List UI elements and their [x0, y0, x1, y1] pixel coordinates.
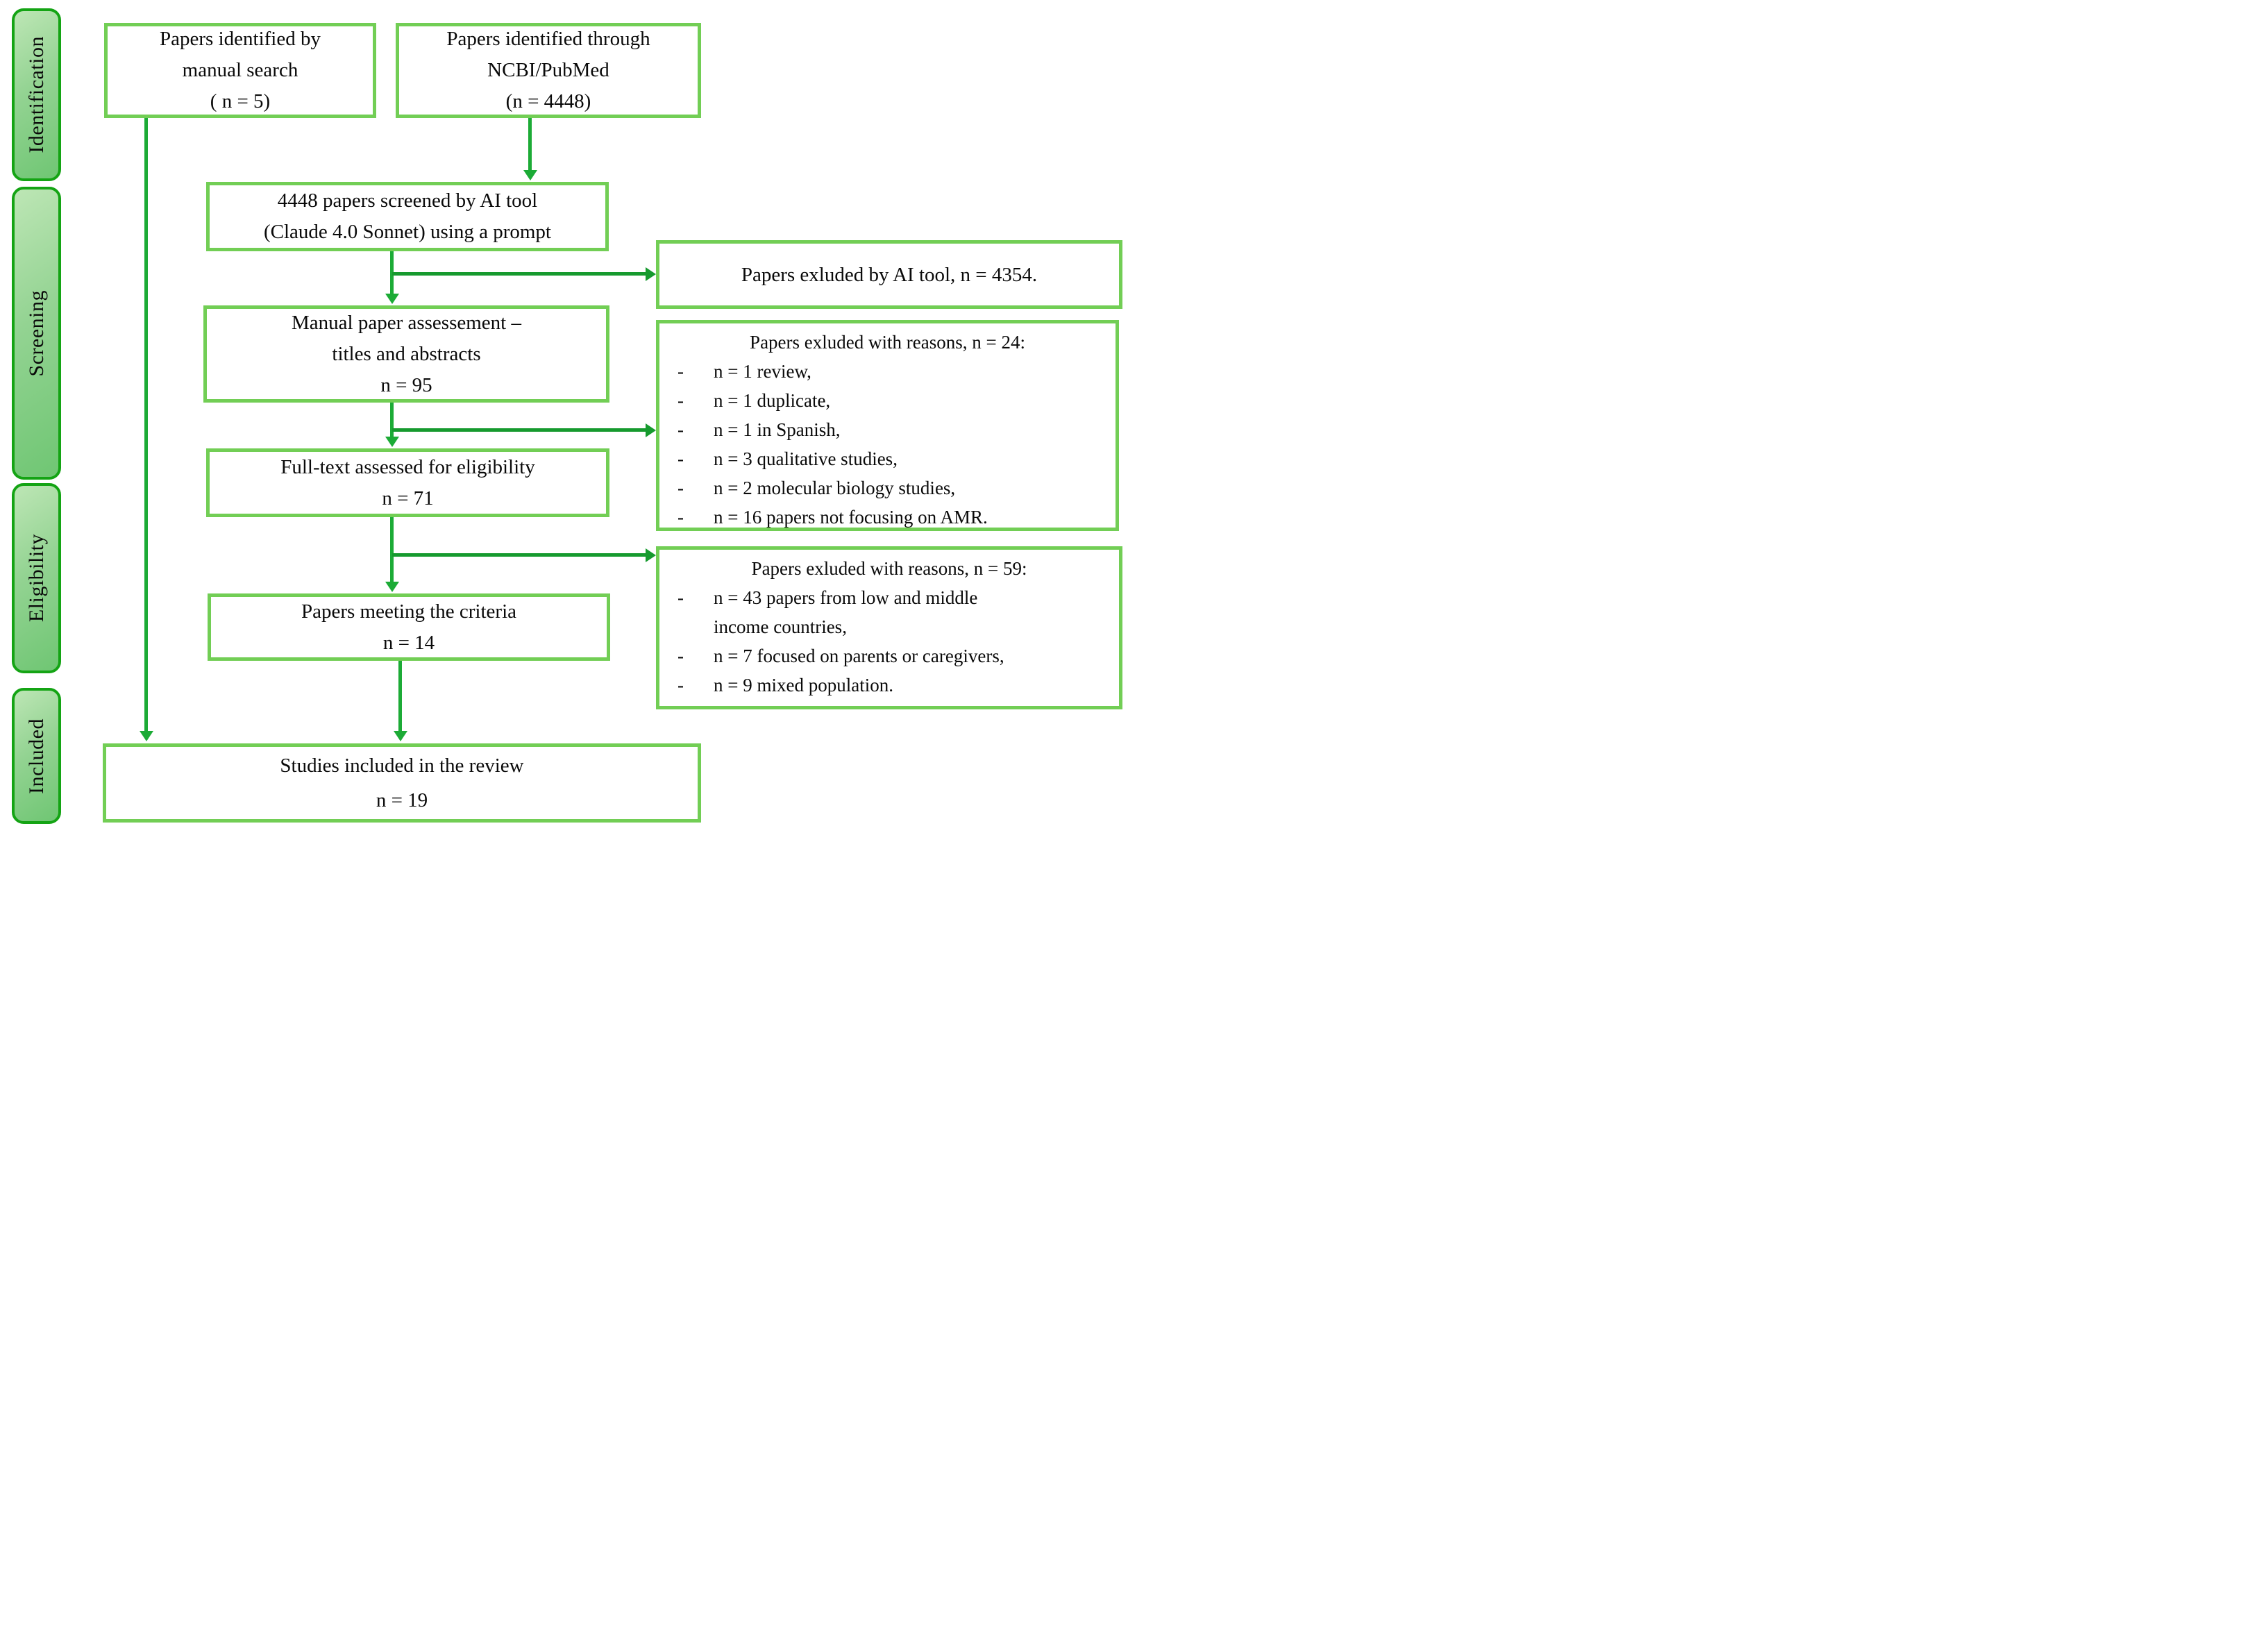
list-item: [677, 444, 1111, 473]
list-item: [677, 503, 1111, 532]
bullet-dash: -: [677, 675, 684, 696]
box-full-text: [206, 448, 609, 517]
box-manual-assessment-line2: titles and abstracts: [332, 342, 481, 365]
arrow-pubmed-to-ai-screening: [528, 118, 532, 170]
list-item: [677, 671, 1115, 700]
bullet-dash: -: [677, 507, 684, 528]
list-item: [677, 386, 1111, 415]
arrowhead-manual-search-to-included: [140, 731, 153, 741]
bullet-dash: -: [677, 646, 684, 666]
bullet-dash: -: [677, 419, 684, 440]
box-excluded-ai-text: Papers exluded by AI tool, n = 4354.: [741, 263, 1038, 286]
list-item: [677, 583, 1115, 641]
arrowhead-to-excluded-reasons-59: [646, 548, 656, 562]
box-pubmed-line2: NCBI/PubMed: [487, 59, 609, 81]
list-item: [677, 357, 1111, 386]
reason-59-item-1-line2: income countries,: [714, 616, 847, 637]
reason-59-item-1-line1: n = 43 papers from low and middle: [714, 587, 978, 608]
branch-to-excluded-reasons-59: [392, 553, 646, 557]
stage-screening: [12, 187, 61, 480]
excluded-reasons-24-list: [659, 357, 1116, 532]
reason-24-item-2: n = 1 duplicate,: [714, 390, 831, 411]
arrowhead-to-excluded-reasons-24: [646, 423, 656, 437]
arrow-full-text-to-criteria: [390, 517, 394, 582]
branch-to-excluded-reasons-24: [392, 428, 646, 432]
box-full-text-line1: Full-text assessed for eligibility: [280, 455, 535, 478]
reason-59-item-1: [714, 583, 1115, 641]
box-excluded-reasons-59: [656, 546, 1122, 709]
bullet-dash: -: [677, 587, 684, 608]
box-manual-assessment-line1: Manual paper assessement –: [292, 311, 521, 334]
list-item: [677, 641, 1115, 671]
box-pubmed-line1: Papers identified through: [446, 28, 650, 50]
stage-identification: [12, 8, 61, 181]
arrowhead-to-excluded-ai: [646, 267, 656, 281]
box-manual-search: [104, 23, 376, 118]
reason-24-item-1: n = 1 review,: [714, 361, 811, 382]
box-criteria: [208, 593, 610, 661]
box-pubmed: [396, 23, 701, 118]
stage-eligibility: [12, 483, 61, 673]
arrowhead-full-text-to-criteria: [385, 582, 399, 592]
box-ai-screening-line2: (Claude 4.0 Sonnet) using a prompt: [263, 221, 551, 243]
box-excluded-reasons-59-title: Papers exluded with reasons, n = 59:: [751, 558, 1027, 579]
box-excluded-ai: [656, 240, 1122, 309]
box-manual-assessment-line3: n = 95: [380, 373, 432, 396]
box-criteria-line2: n = 14: [382, 631, 435, 654]
box-included: [103, 743, 701, 823]
arrowhead-pubmed-to-ai-screening: [523, 170, 537, 180]
box-criteria-line1: Papers meeting the criteria: [301, 600, 516, 623]
box-manual-search-line3: ( n = 5): [210, 90, 271, 112]
prisma-flow-diagram: [0, 0, 1128, 826]
box-ai-screening: [206, 182, 609, 251]
reason-24-item-3: n = 1 in Spanish,: [714, 419, 841, 440]
box-pubmed-line3: (n = 4448): [505, 90, 591, 112]
reason-24-item-5: n = 2 molecular biology studies,: [714, 478, 956, 498]
excluded-reasons-59-list: [659, 583, 1119, 700]
bullet-dash: -: [677, 390, 684, 411]
box-manual-assessment: [203, 305, 609, 403]
box-excluded-reasons-24-title: Papers exluded with reasons, n = 24:: [750, 332, 1025, 353]
arrow-manual-search-to-included: [144, 118, 148, 731]
box-included-line2: n = 19: [376, 789, 428, 811]
bullet-dash: -: [677, 478, 684, 498]
arrowhead-manual-assessment-to-full-text: [385, 437, 399, 447]
arrowhead-criteria-to-included: [394, 731, 407, 741]
box-included-line1: Studies included in the review: [280, 755, 524, 777]
reason-59-item-3: n = 9 mixed population.: [714, 675, 893, 696]
stage-eligibility-label: Eligibility: [24, 534, 48, 623]
bullet-dash: -: [677, 448, 684, 469]
box-manual-search-line1: Papers identified by: [160, 28, 321, 50]
box-full-text-line2: n = 71: [382, 487, 434, 509]
box-excluded-reasons-24: [656, 320, 1119, 531]
list-item: [677, 415, 1111, 444]
stage-included: [12, 688, 61, 824]
stage-identification-label: Identification: [24, 36, 48, 153]
stage-screening-label: Screening: [24, 289, 48, 377]
branch-to-excluded-ai: [392, 272, 646, 276]
list-item: [677, 473, 1111, 503]
reason-24-item-4: n = 3 qualitative studies,: [714, 448, 898, 469]
box-ai-screening-line1: 4448 papers screened by AI tool: [277, 189, 538, 212]
arrowhead-ai-screening-to-manual-assessment: [385, 294, 399, 304]
stage-included-label: Included: [24, 718, 48, 794]
arrow-criteria-to-included: [398, 661, 402, 731]
reason-59-item-2: n = 7 focused on parents or caregivers,: [714, 646, 1004, 666]
box-manual-search-line2: manual search: [182, 59, 298, 81]
bullet-dash: -: [677, 361, 684, 382]
reason-24-item-6: n = 16 papers not focusing on AMR.: [714, 507, 988, 528]
